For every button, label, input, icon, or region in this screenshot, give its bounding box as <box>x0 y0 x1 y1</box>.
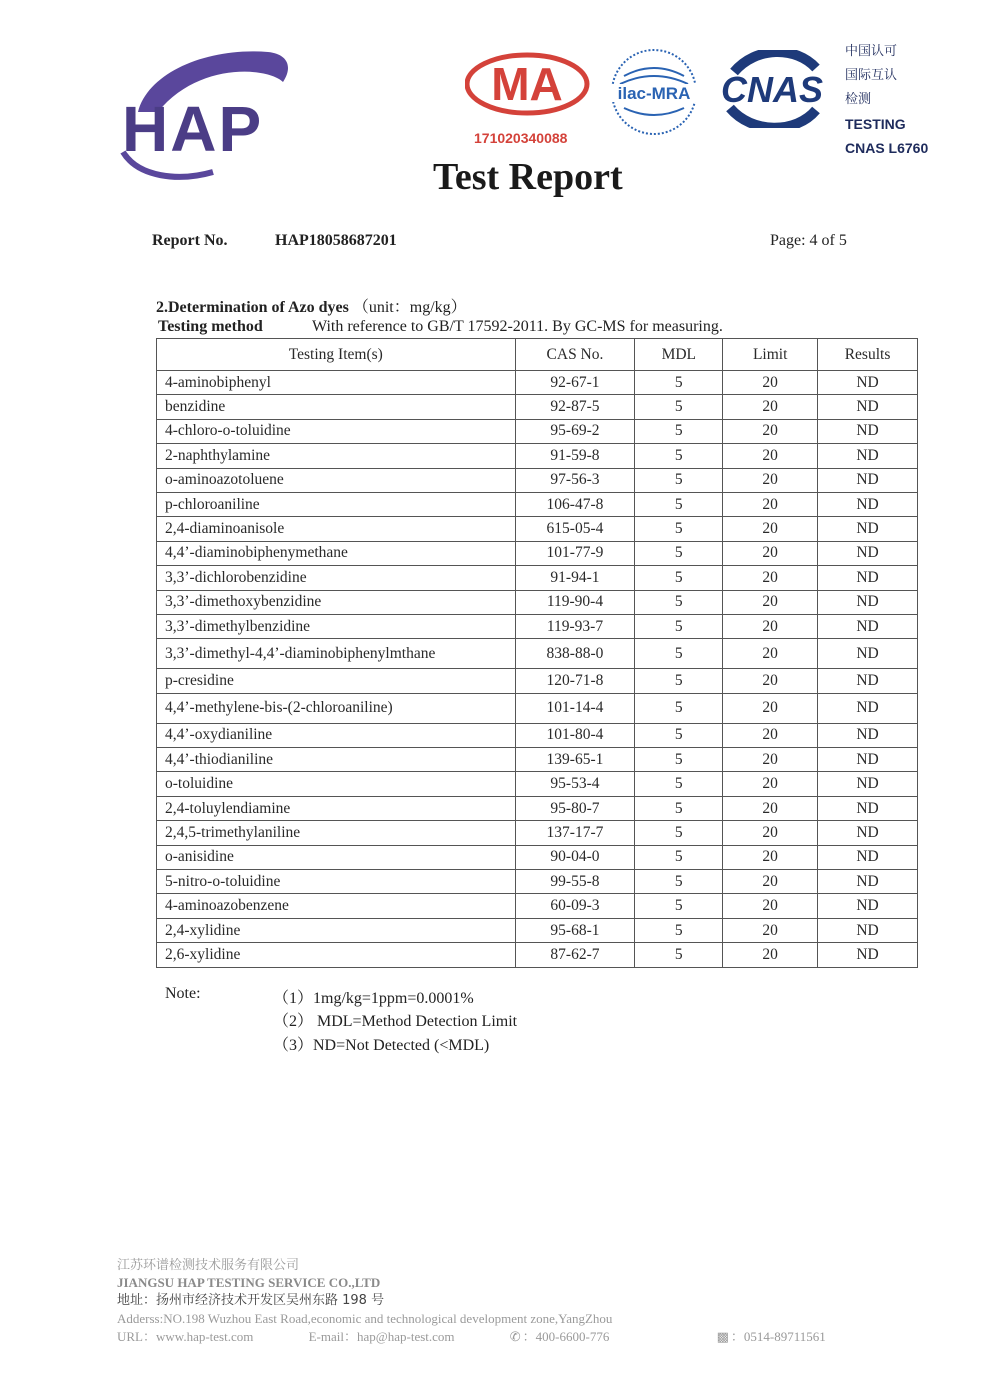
footer-address-cn: 地址：扬州市经济技术开发区吴州东路 198 号 <box>117 1293 385 1308</box>
cell-mdl: 5 <box>635 748 723 772</box>
cell-item: 4,4’-methylene-bis-(2-chloroaniline) <box>157 693 516 723</box>
table-row <box>157 669 918 693</box>
cell-result: ND <box>818 492 918 516</box>
footer-phone <box>510 1329 662 1344</box>
cell-item: 2,4-toluylendiamine <box>157 796 516 820</box>
cell-result: ND <box>818 943 918 967</box>
table-row <box>157 943 918 967</box>
cell-limit: 20 <box>723 821 818 845</box>
cell-item: 4-aminoazobenzene <box>157 894 516 918</box>
azo-dyes-table <box>156 338 918 968</box>
footer-url: URL：www.hap-test.com <box>117 1329 254 1344</box>
page-title: Test Report <box>433 156 623 198</box>
cell-cas: 106-47-8 <box>515 492 635 516</box>
cell-result: ND <box>818 796 918 820</box>
footer-company-en: JIANGSU HAP TESTING SERVICE CO.,LTD <box>117 1275 381 1290</box>
cell-mdl: 5 <box>635 669 723 693</box>
table-row <box>157 419 918 443</box>
header-results: Results <box>818 339 918 371</box>
cell-limit: 20 <box>723 669 818 693</box>
cnas-logo-text: CNAS <box>720 69 824 110</box>
note-item-2: （2） MDL=Method Detection Limit <box>273 1013 518 1030</box>
ilac-mra-logo <box>606 46 702 138</box>
cnas-line-2: 国际互认 <box>845 68 898 83</box>
cell-mdl: 5 <box>635 517 723 541</box>
ma-certificate-number: 171020340088 <box>474 130 568 146</box>
cell-mdl: 5 <box>635 541 723 565</box>
footer-contact-row <box>117 1328 930 1346</box>
cell-item: o-toluidine <box>157 772 516 796</box>
table-row <box>157 748 918 772</box>
cell-item: 2,4,5-trimethylaniline <box>157 821 516 845</box>
cell-item: 2-naphthylamine <box>157 444 516 468</box>
note-label: Note: <box>165 985 201 1002</box>
header-cas-no: CAS No. <box>515 339 635 371</box>
cell-result: ND <box>818 870 918 894</box>
table-row <box>157 590 918 614</box>
table-row <box>157 566 918 590</box>
cell-item: 4,4’-diaminobiphenymethane <box>157 541 516 565</box>
cell-mdl: 5 <box>635 492 723 516</box>
table-row <box>157 845 918 869</box>
cell-cas: 97-56-3 <box>515 468 635 492</box>
cell-limit: 20 <box>723 517 818 541</box>
cell-limit: 20 <box>723 639 818 669</box>
cell-result: ND <box>818 419 918 443</box>
table-row <box>157 723 918 747</box>
table-row <box>157 821 918 845</box>
cell-mdl: 5 <box>635 395 723 419</box>
table-row <box>157 918 918 942</box>
cell-mdl: 5 <box>635 894 723 918</box>
cell-result: ND <box>818 772 918 796</box>
phone-icon: ✆ <box>509 1329 521 1344</box>
cell-mdl: 5 <box>635 639 723 669</box>
cell-mdl: 5 <box>635 918 723 942</box>
cell-result: ND <box>818 693 918 723</box>
cell-cas: 615-05-4 <box>515 517 635 541</box>
cell-result: ND <box>818 444 918 468</box>
table-row <box>157 870 918 894</box>
section-unit: （unit：mg/kg） <box>352 299 467 316</box>
cell-item: 3,3’-dimethoxybenzidine <box>157 590 516 614</box>
cnas-logo <box>716 50 828 128</box>
cell-limit: 20 <box>723 444 818 468</box>
cell-limit: 20 <box>723 566 818 590</box>
cell-result: ND <box>818 541 918 565</box>
cell-limit: 20 <box>723 943 818 967</box>
cell-limit: 20 <box>723 772 818 796</box>
cell-mdl: 5 <box>635 371 723 395</box>
cell-cas: 95-53-4 <box>515 772 635 796</box>
cell-limit: 20 <box>723 492 818 516</box>
cell-result: ND <box>818 395 918 419</box>
cell-item: 2,4-xylidine <box>157 918 516 942</box>
cell-mdl: 5 <box>635 723 723 747</box>
cell-mdl: 5 <box>635 693 723 723</box>
cell-mdl: 5 <box>635 845 723 869</box>
cell-item: 5-nitro-o-toluidine <box>157 870 516 894</box>
footer-company-cn: 江苏环谱检测技术服务有限公司 <box>117 1257 300 1272</box>
cnas-line-5: CNAS L6760 <box>845 140 929 156</box>
cell-mdl: 5 <box>635 566 723 590</box>
cnas-line-1: 中国认可 <box>845 44 898 59</box>
cell-item: 4,4’-oxydianiline <box>157 723 516 747</box>
cell-limit: 20 <box>723 918 818 942</box>
table-row <box>157 894 918 918</box>
header-mdl: MDL <box>635 339 723 371</box>
cnas-line-3: 检测 <box>845 92 872 107</box>
cell-mdl: 5 <box>635 796 723 820</box>
cell-limit: 20 <box>723 796 818 820</box>
cell-mdl: 5 <box>635 419 723 443</box>
table-body <box>157 371 918 968</box>
cell-result: ND <box>818 468 918 492</box>
cell-mdl: 5 <box>635 821 723 845</box>
fax-icon: ▩ <box>716 1329 729 1344</box>
cell-cas: 137-17-7 <box>515 821 635 845</box>
cell-mdl: 5 <box>635 590 723 614</box>
cell-result: ND <box>818 918 918 942</box>
cell-cas: 95-68-1 <box>515 918 635 942</box>
cell-item: 4,4’-thiodianiline <box>157 748 516 772</box>
cell-cas: 119-90-4 <box>515 590 635 614</box>
cell-limit: 20 <box>723 371 818 395</box>
cell-item: 3,3’-dichlorobenzidine <box>157 566 516 590</box>
cell-limit: 20 <box>723 870 818 894</box>
ma-logo <box>465 52 590 116</box>
table-row <box>157 492 918 516</box>
cell-cas: 87-62-7 <box>515 943 635 967</box>
cell-limit: 20 <box>723 590 818 614</box>
cell-result: ND <box>818 669 918 693</box>
header-testing-item: Testing Item(s) <box>157 339 516 371</box>
cell-cas: 92-67-1 <box>515 371 635 395</box>
report-number-value: HAP18058687201 <box>275 232 397 249</box>
table-row <box>157 444 918 468</box>
cell-item: 2,6-xylidine <box>157 943 516 967</box>
cell-cas: 838-88-0 <box>515 639 635 669</box>
cell-limit: 20 <box>723 723 818 747</box>
cell-result: ND <box>818 894 918 918</box>
cell-result: ND <box>818 723 918 747</box>
table-row <box>157 639 918 669</box>
testing-method-text: With reference to GB/T 17592-2011. By GC-MS for measuring. <box>312 318 723 335</box>
cell-mdl: 5 <box>635 444 723 468</box>
cell-result: ND <box>818 590 918 614</box>
footer <box>117 1256 930 1346</box>
table-row <box>157 371 918 395</box>
report-number-label: Report No. <box>152 232 228 249</box>
table-header-row <box>157 339 918 371</box>
footer-email: E-mail：hap@hap-test.com <box>308 1329 455 1344</box>
cell-limit: 20 <box>723 468 818 492</box>
cell-cas: 119-93-7 <box>515 614 635 638</box>
cell-cas: 101-80-4 <box>515 723 635 747</box>
ilac-logo-text: ilac-MRA <box>617 84 691 103</box>
cell-result: ND <box>818 566 918 590</box>
cell-mdl: 5 <box>635 943 723 967</box>
cell-cas: 139-65-1 <box>515 748 635 772</box>
cell-item: p-cresidine <box>157 669 516 693</box>
cell-cas: 101-14-4 <box>515 693 635 723</box>
cell-limit: 20 <box>723 894 818 918</box>
footer-phone-value: ：400-6600-776 <box>522 1329 610 1344</box>
cell-result: ND <box>818 517 918 541</box>
cell-mdl: 5 <box>635 870 723 894</box>
hap-logo-text: HAP <box>122 93 264 165</box>
cell-cas: 95-80-7 <box>515 796 635 820</box>
cell-result: ND <box>818 821 918 845</box>
section-title-text: 2.Determination of Azo dyes <box>156 299 349 316</box>
cell-limit: 20 <box>723 614 818 638</box>
table-row <box>157 772 918 796</box>
cell-result: ND <box>818 748 918 772</box>
footer-fax <box>717 1329 878 1344</box>
cell-cas: 120-71-8 <box>515 669 635 693</box>
cell-cas: 90-04-0 <box>515 845 635 869</box>
cell-result: ND <box>818 371 918 395</box>
cell-result: ND <box>818 639 918 669</box>
page-indicator: Page: 4 of 5 <box>770 232 847 249</box>
cnas-line-4: TESTING <box>845 116 906 132</box>
table-row <box>157 468 918 492</box>
cell-result: ND <box>818 845 918 869</box>
cell-cas: 91-94-1 <box>515 566 635 590</box>
cell-item: o-anisidine <box>157 845 516 869</box>
cell-cas: 95-69-2 <box>515 419 635 443</box>
cell-limit: 20 <box>723 693 818 723</box>
table-row <box>157 517 918 541</box>
cell-item: 2,4-diaminoanisole <box>157 517 516 541</box>
section-title <box>156 294 467 317</box>
header-limit: Limit <box>723 339 818 371</box>
cell-item: 3,3’-dimethylbenzidine <box>157 614 516 638</box>
cell-cas: 91-59-8 <box>515 444 635 468</box>
testing-method-label: Testing method <box>158 318 263 335</box>
cell-item: benzidine <box>157 395 516 419</box>
cnas-accreditation-text <box>845 40 928 160</box>
table-row <box>157 693 918 723</box>
cell-mdl: 5 <box>635 772 723 796</box>
cell-item: o-aminoazotoluene <box>157 468 516 492</box>
cell-cas: 101-77-9 <box>515 541 635 565</box>
cell-limit: 20 <box>723 748 818 772</box>
cell-limit: 20 <box>723 541 818 565</box>
cell-cas: 92-87-5 <box>515 395 635 419</box>
footer-address-en: Adderss:NO.198 Wuzhou East Road,economic and technological development zone,YangZhou <box>117 1311 613 1326</box>
table-row <box>157 395 918 419</box>
table-row <box>157 614 918 638</box>
cell-limit: 20 <box>723 845 818 869</box>
cell-cas: 60-09-3 <box>515 894 635 918</box>
table-row <box>157 796 918 820</box>
ma-logo-text: MA <box>491 58 563 110</box>
footer-fax-value: ：0514-89711561 <box>730 1329 826 1344</box>
cell-item: 4-chloro-o-toluidine <box>157 419 516 443</box>
cell-mdl: 5 <box>635 468 723 492</box>
table-row <box>157 541 918 565</box>
cell-result: ND <box>818 614 918 638</box>
cell-limit: 20 <box>723 419 818 443</box>
cell-item: 3,3’-dimethyl-4,4’-diaminobiphenylmthane <box>157 639 516 669</box>
note-item-1: （1）1mg/kg=1ppm=0.0001% <box>273 990 474 1007</box>
cell-mdl: 5 <box>635 614 723 638</box>
cell-limit: 20 <box>723 395 818 419</box>
cell-item: 4-aminobiphenyl <box>157 371 516 395</box>
cell-item: p-chloroaniline <box>157 492 516 516</box>
cell-cas: 99-55-8 <box>515 870 635 894</box>
note-item-3: （3）ND=Not Detected (<MDL) <box>273 1037 490 1054</box>
